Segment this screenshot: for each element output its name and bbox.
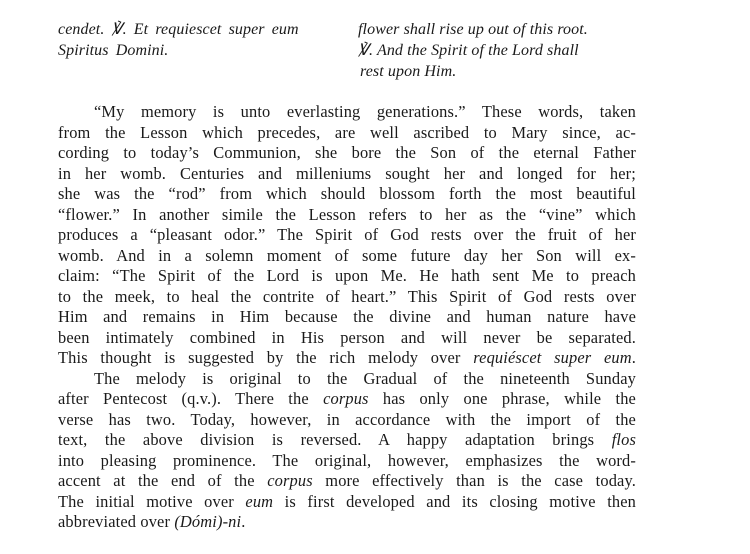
text-line: Him and remains in Him because the divine and human nature have [58, 307, 636, 326]
paragraph-melody [58, 369, 636, 533]
paragraph-memory [58, 102, 636, 369]
text-line: to the meek, to heal the contrite of heart.” This Spirit of God rests over [58, 286, 636, 306]
text-run: accent at the end of the [58, 471, 268, 490]
text-line: from the Lesson which precedes, are well ascribed to Mary since, ac- [58, 122, 636, 142]
latin-line: Spiritus Domini. [58, 42, 169, 59]
text-line: produces a “pleasant odor.” The Spirit of God rests over the fruit of her [58, 225, 636, 244]
english-line: ℣. And the Spirit of the Lord shall [358, 42, 579, 59]
text-line [58, 430, 636, 451]
text-run: has only one phrase, while the [368, 389, 636, 408]
commentary-text [58, 102, 636, 533]
text-run: abbreviated over [58, 512, 175, 531]
latin-term: flos [611, 430, 636, 449]
text-line: womb. And in a solemn moment of some future day her Son will ex- [58, 245, 636, 265]
text-line [58, 492, 636, 513]
latin-phrase: requiéscet super eum [473, 348, 632, 367]
text-run: text, the above division is reversed. A happy adaptation brings [58, 430, 612, 449]
english-line: flower shall rise up out of this root. [358, 21, 588, 38]
text-line: “flower.” In another simile the Lesson refers to her as the “vine” which [58, 204, 636, 224]
text-line: been intimately combined in His person and will never be separated. [58, 327, 636, 347]
text-run: The initial motive over [58, 491, 246, 511]
text-run: more effectively than is the case today. [312, 471, 636, 490]
text-line [58, 389, 636, 410]
text-run: . [631, 348, 636, 367]
text-run: after Pentecost (q.v.). There the [58, 389, 324, 408]
text-run: is first developed and its closing motive then [273, 491, 637, 511]
text-line: into pleasing prominence. The original, however, emphasizes the word- [58, 450, 636, 470]
latin-line: cendet. ℣. Et requiescet super eum [58, 21, 299, 38]
english-column [358, 19, 648, 82]
text-line: The melody is original to the Gradual of the nineteenth Sunday [94, 368, 636, 388]
text-line: verse has two. Today, however, in accordance with the import of the [58, 409, 636, 429]
latin-term: corpus [267, 471, 313, 490]
text-line: “My memory is unto everlasting generations.” These words, taken [94, 102, 636, 121]
text-line: she was the “rod” from which should blossom forth the most beautiful [58, 184, 636, 203]
text-line: cording to today’s Communion, she bore the Son of the eternal Father [58, 143, 636, 162]
text-run: This thought is suggested by the rich melody over [58, 348, 474, 367]
text-run: . [241, 512, 246, 531]
text-line [58, 471, 636, 492]
text-line: in her womb. Centuries and milleniums sought her and longed for her; [58, 163, 636, 183]
text-line [58, 348, 636, 369]
latin-term: (Dómi)-ni [174, 512, 242, 531]
english-line: rest upon Him. [360, 63, 457, 80]
latin-term: eum [245, 491, 274, 511]
text-line [58, 512, 636, 533]
text-line: claim: “The Spirit of the Lord is upon Me. He hath sent Me to preach [58, 266, 636, 285]
latin-term: corpus [323, 389, 369, 408]
latin-column [58, 19, 348, 61]
